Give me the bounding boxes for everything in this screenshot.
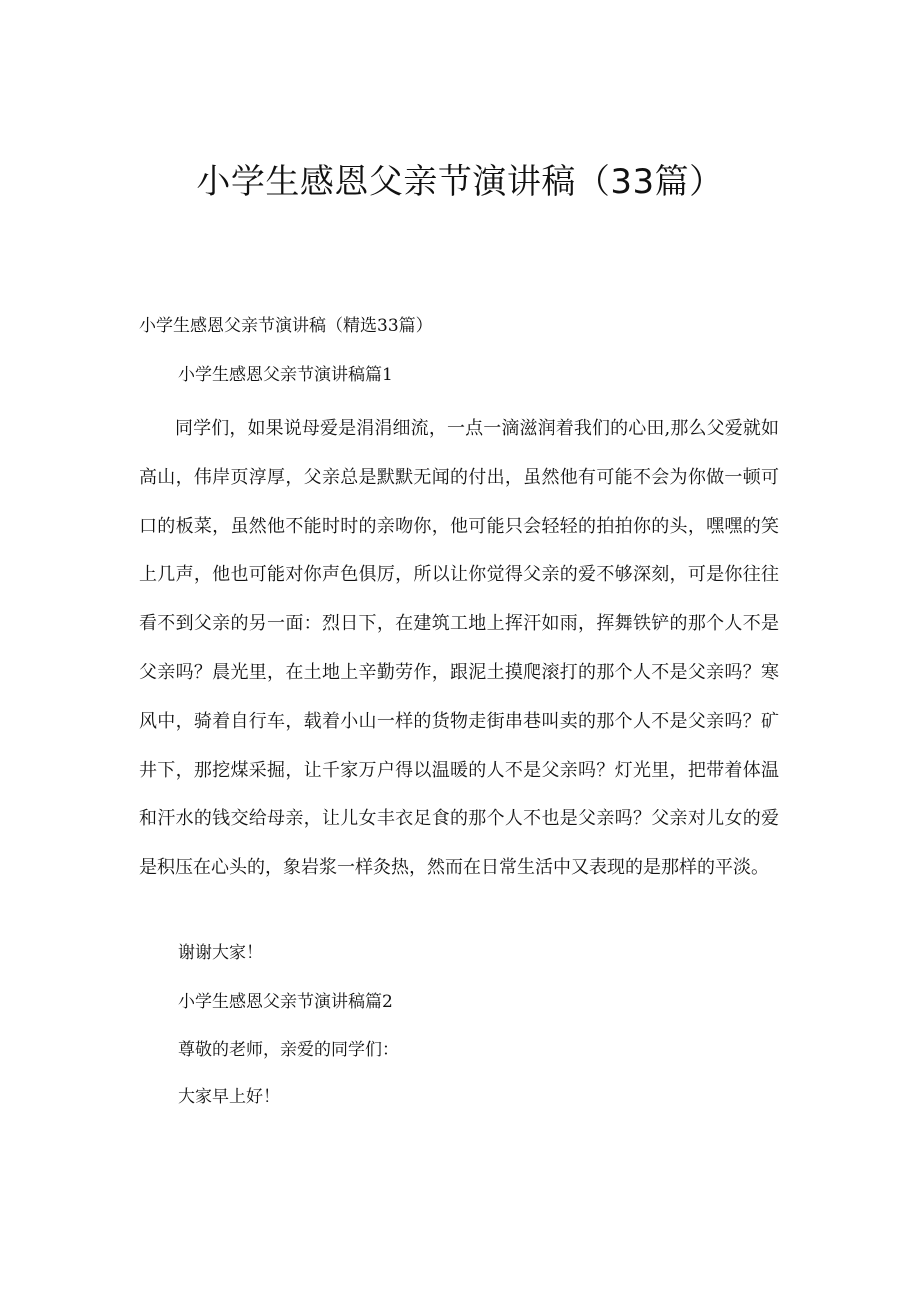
speech2-heading: 小学生感恩父亲节演讲稿篇2 <box>178 992 393 1012</box>
document-subtitle: 小学生感恩父亲节演讲稿（精选33篇） <box>139 316 433 336</box>
speech1-body: 同学们，如果说母爱是涓涓细流，一点一滴滋润着我们的心田,那么父爱就如高山，伟岸页淳厚，父亲总是默默无闻的付出，虽然他有可能不会为你做一顿可口的板菜，虽然他不能时时的亲吻你，他可能只会轻轻的拍拍你的头，嘿嘿的笑上几声，他也可能对你声色俱厉，所以让你觉得父亲的爱不够深刻，可是你往往看不到父亲的另一面：烈日下，在建筑工地上挥汗如雨，挥舞铁铲的那个人不是父亲吗？晨光里，在土地上辛勤劳作，跟泥土摸爬滚打的那个人不是父亲吗？寒风中，骑着自行车，载着小山一样的货物走街串巷叫卖的那个人不是父亲吗？矿井下，那挖煤采掘，让千家万户得以温暖的人不是父亲吗？灯光里，把带着体温和汗水的钱交给母亲，让儿女丰衣足食的那个人不也是父亲吗？父亲对儿女的爱是积压在心头的，象岩浆一样灸热，然而在日常生活中又表现的是那样的平淡。 <box>139 418 779 879</box>
speech2-greeting: 尊敬的老师，亲爱的同学们： <box>178 1040 399 1060</box>
speech1-heading: 小学生感恩父亲节演讲稿篇1 <box>178 365 393 385</box>
document-title: 小学生感恩父亲节演讲稿（33篇） <box>196 162 724 202</box>
speech1-closing: 谢谢大家！ <box>178 943 263 963</box>
speech2-opening: 大家早上好！ <box>178 1087 280 1107</box>
